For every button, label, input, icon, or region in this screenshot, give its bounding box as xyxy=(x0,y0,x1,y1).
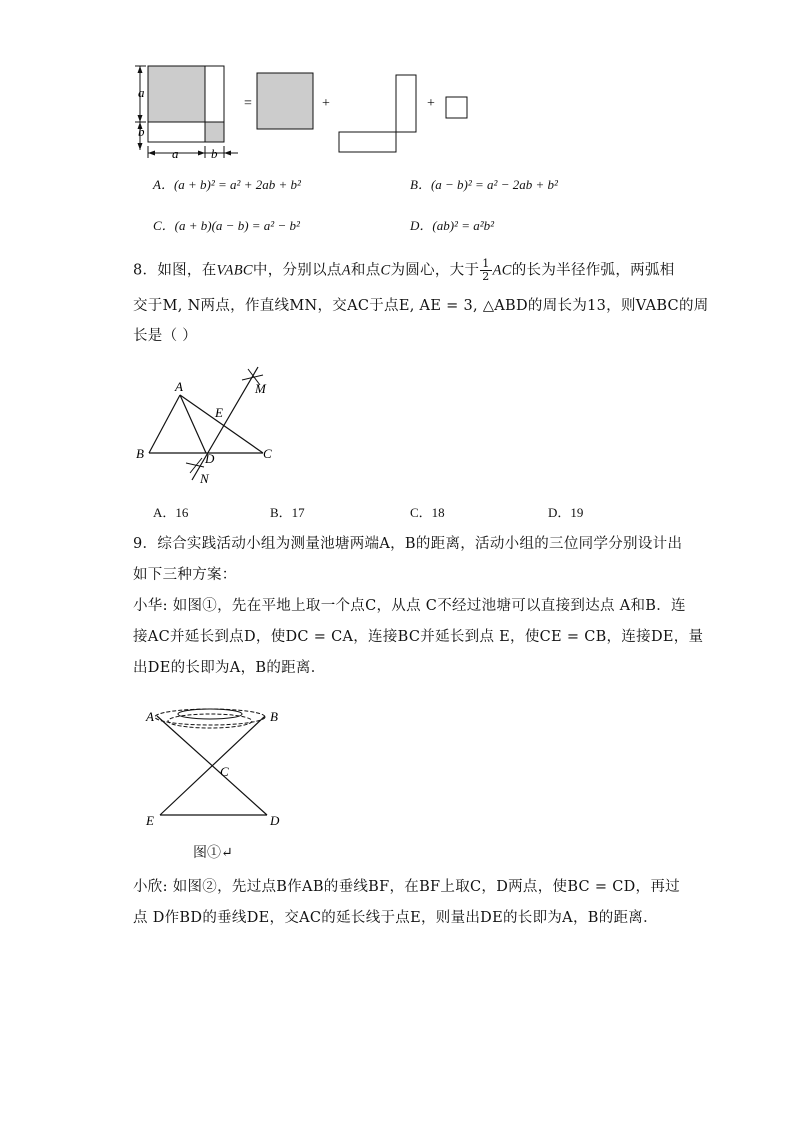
point-b-label: B xyxy=(136,446,144,461)
point-n-label: N xyxy=(200,471,209,486)
point-c-label: C xyxy=(263,446,272,461)
point-d-label: D xyxy=(205,451,215,466)
equals-sign: = xyxy=(244,96,252,111)
figure-1-caption: 图①↵ xyxy=(193,845,233,861)
label-a-left: a xyxy=(138,85,145,100)
label-a-bottom: a xyxy=(172,146,179,161)
q7-option-c: C．(a + b)(a − b) = a² − b² xyxy=(153,218,300,233)
q9-line-3: 小华: 如图①，先在平地上取一个点C，从点 C不经过池塘可以直接到达点 A和B．连 xyxy=(133,598,686,614)
label-b-left: b xyxy=(138,124,145,139)
right-strip xyxy=(205,66,224,122)
square-decomposition-figure xyxy=(128,60,488,165)
q8-line-1: 8．如图，在VABC中，分别以点A和点C为圆心，大于 $\frac{1}{2}$ AC的长为半径作弧，两弧相 xyxy=(133,257,675,283)
q8-line-2: 交于M, N两点，作直线MN，交AC于点E, AE = 3, △ABD的周长为13，则VABC的周 xyxy=(133,298,709,314)
small-square xyxy=(446,97,467,118)
q8-option-b: B．17 xyxy=(270,505,305,520)
q9-line-7: 点 D作BD的垂线DE，交AC的延长线于点E，则量出DE的长即为A，B的距离． xyxy=(133,910,658,926)
shaded-square-result xyxy=(257,73,313,129)
pond-point-e: E xyxy=(146,813,154,828)
q9-line-6: 小欣: 如图②，先过点B作AB的垂线BF，在BF上取C，D两点，使BC = CD，再过 xyxy=(133,879,680,895)
plus-sign-1: + xyxy=(322,96,330,111)
q9-line-4: 接AC并延长到点D，使DC = CA，连接BC并延长到点 E，使CE = CB，连接DE，量 xyxy=(133,629,704,645)
bottom-strip xyxy=(148,122,205,142)
fraction-one-half: $\frac{1}{2}$ xyxy=(482,257,490,283)
q8-option-c: C．18 xyxy=(410,505,445,520)
q9-line-5: 出DE的长即为A，B的距离． xyxy=(133,660,326,676)
pond-point-a: A xyxy=(146,709,154,724)
q8-triangle-figure xyxy=(130,355,290,490)
plus-sign-2: + xyxy=(427,96,435,111)
pond-point-b: B xyxy=(270,709,278,724)
point-a-label: A xyxy=(175,379,183,394)
q7-option-d: D．(ab)² = a²b² xyxy=(410,218,495,233)
label-b-bottom: b xyxy=(211,146,218,161)
point-m-label: M xyxy=(255,381,266,396)
pond-point-c: C xyxy=(220,764,229,779)
q9-line-1: 9．综合实践活动小组为测量池塘两端A，B的距离，活动小组的三位同学分别设计出 xyxy=(133,536,683,552)
q8-option-a: A．16 xyxy=(153,505,189,520)
q7-option-b: B．(a − b)² = a² − 2ab + b² xyxy=(410,177,558,192)
shaded-square-b xyxy=(205,122,224,142)
pond-point-d: D xyxy=(270,813,280,828)
point-e-label: E xyxy=(215,405,223,420)
q9-line-2: 如下三种方案： xyxy=(133,567,237,583)
q8-option-d: D．19 xyxy=(548,505,584,520)
horizontal-rectangle xyxy=(339,132,396,152)
q7-option-a: A．(a + b)² = a² + 2ab + b² xyxy=(153,177,301,192)
shaded-square-a xyxy=(148,66,205,122)
q8-line-3: 长是（ ） xyxy=(133,328,198,344)
vertical-rectangle xyxy=(396,75,416,132)
